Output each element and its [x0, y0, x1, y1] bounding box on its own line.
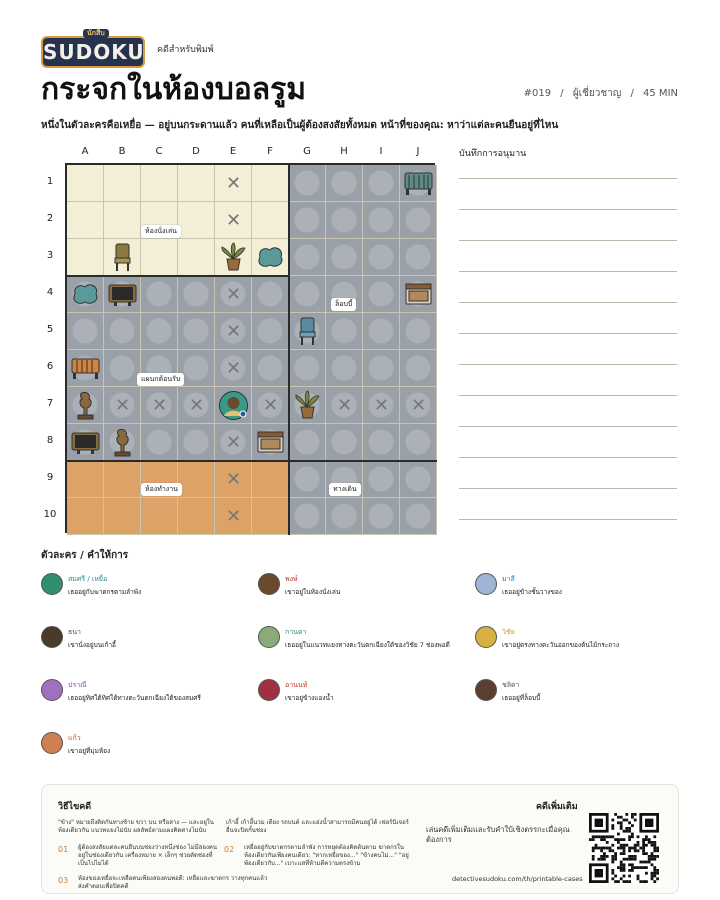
room-wall — [288, 461, 290, 535]
notes-title: บันทึกการอนุมาน — [459, 149, 527, 159]
board-cell[interactable] — [104, 202, 141, 239]
person-card — [258, 626, 468, 656]
avatar — [258, 573, 280, 595]
person-clue: เธออยู่กับฆาตกรตามลำพัง — [68, 588, 142, 596]
board-cell[interactable] — [363, 350, 400, 387]
rule-number: 01 — [58, 845, 69, 854]
column-header: D — [192, 146, 200, 157]
meta-separator: / — [630, 88, 634, 99]
column-header: I — [379, 146, 383, 157]
tv-icon — [67, 424, 104, 461]
cross-mark-icon: ✕ — [225, 432, 242, 453]
column-header: F — [267, 146, 273, 157]
note-line[interactable] — [459, 457, 677, 458]
case-difficulty: ผู้เชี่ยวชาญ — [572, 88, 622, 99]
room-label: แผนกต้อนรับ — [137, 373, 184, 386]
board-cell[interactable] — [67, 498, 104, 535]
qr-code-icon[interactable] — [589, 813, 659, 883]
blue-chair-icon — [289, 313, 326, 350]
cross-mark-icon: ✕ — [188, 395, 205, 416]
board-cell[interactable] — [326, 350, 363, 387]
column-header: E — [229, 146, 237, 157]
board-cell[interactable] — [252, 313, 289, 350]
board-cell[interactable] — [178, 202, 215, 239]
column-header: B — [118, 146, 126, 157]
more-cases-url[interactable]: detectivesudoku.com/th/printable-cases — [452, 875, 583, 883]
row-header: 4 — [46, 287, 54, 298]
person-name: ชลิดา — [502, 681, 520, 689]
page-title: กระจกในห้องบอลรูม — [41, 72, 307, 107]
logo — [41, 29, 145, 68]
person-name: ธนา — [68, 628, 81, 636]
person-name: แก้ว — [68, 734, 81, 742]
board-cell[interactable] — [326, 424, 363, 461]
avatar — [475, 626, 497, 648]
person-clue: เขาอยู่ข้างแองน้ำ — [285, 694, 334, 702]
column-header: C — [155, 146, 163, 157]
cross-mark-icon: ✕ — [225, 321, 242, 342]
board-cell[interactable] — [326, 498, 363, 535]
cross-mark-icon: ✕ — [151, 395, 168, 416]
note-line[interactable] — [459, 395, 677, 396]
column-header: A — [81, 146, 89, 157]
cross-mark-icon: ✕ — [225, 210, 242, 231]
cross-mark-icon: ✕ — [336, 395, 353, 416]
person-icon — [215, 387, 252, 424]
rule-text: ห้องของเหยื่อจะเหลือคนเพียงสองคนพอดี: เหยื่อและฆาตกร วางทุกคนแล้วส่งคำตอบเพื่อปิดคดี — [78, 875, 268, 890]
board-cell[interactable] — [178, 424, 215, 461]
cross-mark-icon: ✕ — [225, 506, 242, 527]
person-clue: เขานั่งอยู่บนเก้าอี้ — [68, 641, 116, 649]
board-cell[interactable] — [400, 424, 437, 461]
cross-mark-icon: ✕ — [225, 469, 242, 490]
avatar — [41, 679, 63, 701]
board-cell[interactable] — [289, 239, 326, 276]
meta-separator: / — [560, 88, 564, 99]
logo-text: SUDOKU — [43, 40, 145, 64]
board-cell[interactable] — [400, 461, 437, 498]
board-cell[interactable] — [363, 313, 400, 350]
person-card — [475, 626, 685, 656]
person-card — [258, 679, 468, 709]
person-name: วิชัย — [502, 628, 515, 636]
cross-mark-icon: ✕ — [225, 358, 242, 379]
cross-mark-icon: ✕ — [225, 284, 242, 305]
board-cell[interactable] — [289, 202, 326, 239]
board-cell[interactable] — [67, 461, 104, 498]
board-cell[interactable] — [363, 424, 400, 461]
note-line[interactable] — [459, 178, 677, 179]
row-header: 5 — [46, 324, 54, 335]
board-cell[interactable] — [252, 350, 289, 387]
person-clue: เธออยู่ที่ล็อบบี้ — [502, 694, 541, 702]
cross-mark-icon: ✕ — [410, 395, 427, 416]
person-name: มาลี — [502, 575, 515, 583]
person-clue: เธออยู่ทิศใต้ทิศใต้ทางตะวันตกเฉียงใต้ของสมศรี — [68, 694, 201, 702]
board-cell[interactable] — [178, 498, 215, 535]
board-cell[interactable] — [252, 202, 289, 239]
rule-number: 02 — [224, 845, 235, 854]
board-cell[interactable] — [363, 276, 400, 313]
board-cell[interactable] — [104, 313, 141, 350]
avatar — [258, 679, 280, 701]
board-cell[interactable] — [178, 276, 215, 313]
footer — [41, 784, 679, 894]
cross-mark-icon: ✕ — [225, 173, 242, 194]
case-number: #019 — [523, 88, 552, 99]
rule-text: ผู้ต้องสงสัยแต่ละคนยืนบนช่องว่างหนึ่งช่อง ไม่มีสองคนอยู่ในช่องเดียวกัน เครื่องหมาย × เล็กๆ ช่วยตัดช่องที่เป็นไปไม่ได้ — [78, 844, 218, 867]
game-board — [65, 163, 435, 533]
rule-intro-2: เก้าอี้ เก้าอี้นวม เตียง รถบนต์ และแอ่งน้ำสามารถมีคนอยู่ได้ เฟอร์นิเจอร์อื่นจะปิดกั้นช่อง — [226, 819, 409, 834]
avatar — [41, 732, 63, 754]
board-cell[interactable] — [104, 165, 141, 202]
case-intro: หนึ่งในตัวละครคือเหยื่อ — อยู่บนกระดานแล้ว คนที่เหลือเป็นผู้ต้องสงสัยทั้งหมด หน้าที่ของคุณ: หาว่าแต่ละคนยืนอยู่ที่ไหน — [41, 120, 559, 131]
room-label: ห้องนั่งเล่น — [141, 225, 181, 238]
board-cell[interactable] — [400, 239, 437, 276]
logo-tag: นักสืบ — [83, 29, 109, 38]
case-meta — [518, 86, 678, 101]
person-card — [41, 679, 251, 709]
row-header: 1 — [46, 176, 54, 187]
board-cell[interactable] — [141, 165, 178, 202]
board-cell[interactable] — [400, 313, 437, 350]
statue-icon — [67, 387, 104, 424]
board-cell[interactable] — [326, 165, 363, 202]
note-line[interactable] — [459, 271, 677, 272]
person-card — [41, 626, 251, 656]
room-label: ห้องทำงาน — [141, 483, 182, 496]
row-header: 3 — [46, 250, 54, 261]
person-clue: เขาอยู่ในห้องนั่งเล่น — [285, 588, 341, 596]
person-name: อานนท์ — [285, 681, 308, 689]
puddle-icon — [252, 239, 289, 276]
note-line[interactable] — [459, 364, 677, 365]
board-cell[interactable] — [289, 165, 326, 202]
board-cell[interactable] — [289, 350, 326, 387]
cabinet-icon — [400, 276, 437, 313]
board-cell[interactable] — [363, 461, 400, 498]
more-cases-title: คดีเพิ่มเติม — [536, 802, 578, 812]
rule-intro: "ข้าง" หมายถึงติดกันทางซ้าย ขวา บน หรือล่าง — และอยู่ในห้องเดียวกัน แนวทแยงไม่นับ ผลลัพธ์ตามแผงคิดต่างไม่นับ — [58, 819, 214, 834]
board-cell[interactable] — [252, 165, 289, 202]
plant-icon — [215, 239, 252, 276]
person-clue: เธออยู่ในแนวทแยงทางตะวันตกเฉียงใต้ของวิชัย 7 ช่องพอดี — [285, 641, 450, 649]
board-cell[interactable] — [67, 313, 104, 350]
board-cell[interactable] — [178, 313, 215, 350]
note-line[interactable] — [459, 302, 677, 303]
board-cell[interactable] — [400, 350, 437, 387]
more-cases-text: เล่นคดีเพิ่มเติมและรับคำใบ้เชิงตรรกะเมื่อคุณต้องการ — [426, 825, 570, 844]
plant-icon — [289, 387, 326, 424]
person-clue: เธออยู่ข้างชั้นวางของ — [502, 588, 562, 596]
column-header: J — [416, 146, 420, 157]
cabinet-icon — [252, 424, 289, 461]
board-cell[interactable] — [363, 498, 400, 535]
person-card — [258, 573, 468, 603]
board-cell[interactable] — [363, 165, 400, 202]
person-name: พงษ์ — [285, 575, 298, 583]
wood-bench-icon — [67, 350, 104, 387]
people-section-title: ตัวละคร / คำให้การ — [41, 550, 129, 561]
board-cell[interactable] — [104, 350, 141, 387]
room-label: ล็อบบี้ — [331, 298, 356, 311]
avatar — [41, 626, 63, 648]
avatar — [258, 626, 280, 648]
board-cell[interactable] — [252, 498, 289, 535]
row-header: 8 — [46, 435, 54, 446]
board-cell[interactable] — [141, 498, 178, 535]
row-header: 7 — [46, 398, 54, 409]
note-line[interactable] — [459, 426, 677, 427]
board-cell[interactable] — [141, 313, 178, 350]
board-cell[interactable] — [141, 276, 178, 313]
board-cell[interactable] — [326, 239, 363, 276]
puddle-icon — [67, 276, 104, 313]
board-cell[interactable] — [141, 424, 178, 461]
note-line[interactable] — [459, 209, 677, 210]
statue-icon — [104, 424, 141, 461]
page-subtitle: คดีสำหรับพิมพ์ — [157, 45, 214, 55]
board-cell[interactable] — [178, 239, 215, 276]
row-header: 9 — [46, 472, 54, 483]
note-line[interactable] — [459, 519, 677, 520]
board-cell[interactable] — [67, 202, 104, 239]
board-cell[interactable] — [326, 313, 363, 350]
rules-title: วิธีไขคดี — [58, 802, 92, 812]
case-duration: 45 MIN — [643, 88, 678, 99]
board-cell[interactable] — [363, 239, 400, 276]
board-cell[interactable] — [104, 461, 141, 498]
cross-mark-icon: ✕ — [114, 395, 131, 416]
board-cell[interactable] — [104, 498, 141, 535]
person-card — [41, 732, 251, 762]
tv-icon — [104, 276, 141, 313]
board-cell[interactable] — [400, 202, 437, 239]
board-cell[interactable] — [363, 202, 400, 239]
person-name: กานดา — [285, 628, 307, 636]
board-cell[interactable] — [178, 461, 215, 498]
cross-mark-icon: ✕ — [373, 395, 390, 416]
person-card — [41, 573, 251, 603]
board-cell[interactable] — [141, 239, 178, 276]
column-header: H — [340, 146, 348, 157]
rule-number: 03 — [58, 876, 69, 885]
note-line[interactable] — [459, 240, 677, 241]
board-cell[interactable] — [67, 165, 104, 202]
note-line[interactable] — [459, 488, 677, 489]
person-name: สมศรี / เหยื่อ — [68, 575, 108, 583]
avatar — [475, 679, 497, 701]
row-header: 6 — [46, 361, 54, 372]
board-cell[interactable] — [400, 498, 437, 535]
row-header: 2 — [46, 213, 54, 224]
chair-icon — [104, 239, 141, 276]
room-label: ทางเดิน — [329, 483, 361, 496]
board-cell[interactable] — [289, 276, 326, 313]
board-cell[interactable] — [178, 165, 215, 202]
column-header: G — [303, 146, 311, 157]
board-cell[interactable] — [67, 239, 104, 276]
board-cell[interactable] — [252, 276, 289, 313]
note-line[interactable] — [459, 333, 677, 334]
board-cell[interactable] — [289, 498, 326, 535]
person-clue: เขาอยู่ที่มุมห้อง — [68, 747, 111, 755]
board-cell[interactable] — [289, 424, 326, 461]
cross-mark-icon: ✕ — [262, 395, 279, 416]
board-cell[interactable] — [289, 461, 326, 498]
person-clue: เขาอยู่ตรงทางตะวันออกของต้นไม้กระถาง — [502, 641, 619, 649]
board-cell[interactable] — [326, 202, 363, 239]
person-name: ปราณี — [68, 681, 87, 689]
row-header: 10 — [43, 509, 57, 520]
rule-text: เหยื่ออยู่กับฆาตกรตามลำพัง การหยุดต้องคิดต้นตาม ฆาตกรใน ห้องเดียวกันเพียงคนเดียว: "หากเหยื่อของ..." "ข้างคนไม่..." "อยู่พ้องเดียวกับ..." เบาะแสที่ห้ามตีความตรงข้าม — [244, 844, 409, 867]
board-cell[interactable] — [252, 461, 289, 498]
person-card — [475, 679, 685, 709]
bench-icon — [400, 165, 437, 202]
person-card — [475, 573, 685, 603]
avatar — [475, 573, 497, 595]
avatar — [41, 573, 63, 595]
